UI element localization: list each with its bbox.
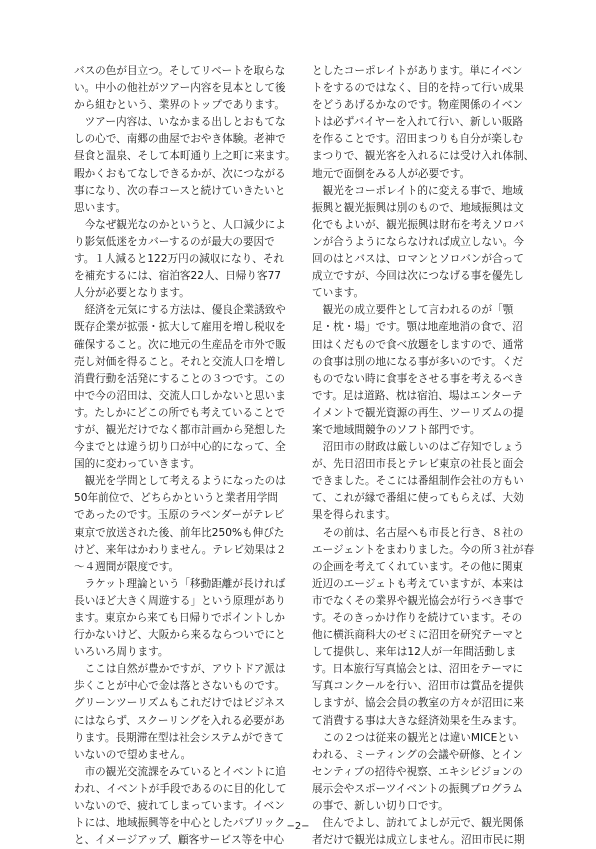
text-line: 市でなくその業界や観光協会が行うべき事で [312, 594, 524, 607]
text-line: ツアー内容は、いなかまる出しとおもてな [74, 116, 286, 129]
text-line: り影気低迷をカバーするのが最大の要因で [74, 235, 275, 248]
text-line: 他に横浜商科大のゼミに沼田を研究テーマと [312, 629, 524, 642]
text-line: 足・枕・場」です。顎は地産地消の食で、沼 [312, 321, 523, 334]
text-line: ラケット理論という「移動距離が長ければ [74, 577, 286, 590]
text-line: 50年前位で、どちらかというと業者用学問 [74, 492, 278, 505]
text-line: であったのです。玉原のラベンダーがテレビ [74, 509, 285, 522]
right-column [312, 63, 536, 849]
page-number: −2− [286, 821, 310, 832]
text-line: 観光を学問として考えるようになったのは [74, 475, 286, 488]
text-line: 観光をコーポレイト的に変える事で、地域 [312, 184, 524, 197]
text-line: センティブの招待や視察、エキシビジョンの [312, 765, 523, 778]
text-line: 行かないけど、大阪から来るならついでにと [74, 629, 286, 642]
text-line: 今なぜ観光なのかというと、人口減少によ [74, 218, 286, 231]
text-line: トには、地域振興等を中心としたパブリック [74, 817, 286, 830]
text-line: ～４週間が限度です。 [74, 560, 180, 573]
text-line: トをするのではなく、目的を持って行い成果 [312, 82, 524, 95]
text-line: が、先日沼田市長とテレビ東京の社長と面会 [312, 458, 524, 471]
text-line: 長いほど大きく周遊する」という原理があり [74, 594, 286, 607]
text-line: 振興と観光振興は別のもので、地域振興は文 [312, 201, 524, 214]
text-line: 案で地域間競争のソフト部門です。 [312, 423, 481, 436]
text-line: 暇かくおもてなしできるかが、次につながる [74, 167, 286, 180]
text-line: できました。そこには番組制作会社の方もい [312, 475, 524, 488]
text-line: 売し対価を得ること。それと交流人口を増し [74, 355, 286, 368]
text-line: 展示会やスポーツイベントの振興プログラム [312, 782, 523, 795]
text-line: としたコーポレイトがあります。単にイベン [312, 65, 523, 77]
text-line: を補充するには、宿泊客22人、日帰り客77 [74, 270, 282, 283]
text-line: にはならず、スクーリングを入れる必要があ [74, 714, 285, 727]
text-line: 事になり、次の春コースと続けていきたいと [74, 184, 286, 197]
text-line: 果を得られます。 [312, 509, 396, 522]
left-column [74, 63, 298, 849]
text-line: 既存企業が拡張・拡大して雇用を増し税収を [74, 321, 286, 334]
text-line: ンが合うようにならなければ成立しない。今 [312, 235, 524, 248]
text-line: て消費する事は大きな経済効果を生みます。 [312, 714, 524, 727]
text-line: 田はくだもので食べ放題をしますので、通常 [312, 338, 524, 351]
text-line: ります。長期滞在型は社会システムができて [74, 731, 284, 744]
text-line: 今までとは違う切り口が中心的になって、全 [74, 441, 286, 454]
text-line: われ、イベントが手段であるのに目的化して [74, 782, 287, 795]
text-line: と、イメージアップ、顧客サービス等を中心 [74, 834, 284, 847]
text-line: ます。東京から来ても日帰りでポイントしか [74, 612, 286, 624]
text-line: を作ることです。沼田まつりも自分が楽しむ [312, 133, 524, 146]
text-line: いないので、疲れてしまっています。イベン [74, 800, 285, 813]
text-line: から組むという、業界のトップであります。 [74, 99, 286, 112]
text-line: 住んでよし、訪れてよしが元で、観光関係 [312, 817, 524, 830]
text-line: 沼田市の財政は厳しいのはご存知でしょう [312, 441, 524, 454]
text-line: 経済を元気にする方法は、優良企業誘致や [74, 304, 286, 317]
text-line: 思います。 [74, 201, 127, 214]
text-line: その前は、名古屋へも市長と行き、８社の [312, 526, 524, 539]
text-line: 成立ですが、今回は次につなげる事を優先し [312, 270, 524, 283]
text-line: 観光の成立要件として言われるのが「顎 [312, 304, 514, 317]
text-line: す。そのきっかけ作りを続けています。その [312, 612, 523, 624]
text-line: て、これが縁で番組に使ってもらえば、大効 [312, 492, 524, 505]
text-line: して提供し、来年は12人が一年間活動しま [312, 646, 517, 659]
text-line: まつりで、観光客を入れるには受け入れ体制、 [312, 150, 535, 163]
text-line: の事で、新しい切り口です。 [312, 800, 449, 813]
text-line: しの心で、南郷の曲屋でおやき体験。老神で [74, 133, 286, 146]
text-line: 回のはとバスは、ロマンとソロバンが合って [312, 253, 524, 266]
text-line: 国的に変わっていきます。 [74, 458, 201, 471]
text-line: 人分が必要となります。 [74, 287, 190, 300]
text-line: 確保すること。次に地元の生産品を市外で販 [74, 338, 286, 351]
text-line: ています。 [312, 287, 365, 300]
text-line: 歩くことが中心で金は落とさないものです。 [74, 680, 286, 693]
text-line: いろいろ周ります。 [74, 646, 169, 659]
text-line: われる、ミーティングの会議や研修、とイン [312, 748, 523, 761]
text-line: 市の観光交流課をみているとイベントに追 [74, 765, 286, 778]
text-line: の食事は別の地になる事が多いのです。くだ [312, 355, 524, 368]
text-line: トは必ずバイヤーを入れて行い、新しい販路 [312, 116, 524, 129]
text-line: 昼食と温泉、そして本町通り上之町に来ます。 [74, 150, 296, 163]
text-line: イメントで観光資源の再生、ツーリズムの提 [312, 406, 524, 419]
text-line: す。日本旅行写真協会とは、沼田をテーマに [312, 663, 524, 676]
text-line: い。中小の他社がツアー内容を見本として後 [74, 82, 286, 95]
text-line: す。たしかにどこの所でも考えていることで [74, 406, 286, 419]
text-line: 中で今の沼田は、交流人口しかないと思いま [74, 389, 286, 402]
text-line: の企画を考えてくれています。その他に関東 [312, 560, 524, 573]
text-line: いないので望めません。 [74, 748, 192, 761]
text-line: をどうあげるかなのです。物産関係のイベン [312, 99, 524, 112]
text-line: です。足は道路、枕は宿泊、場はエンターテ [312, 389, 523, 402]
text-line: 地元で面倒をみる人が必要です。 [312, 167, 471, 180]
text-line: 近辺のエージェトも考えていますが、本来は [312, 577, 524, 590]
text-line: けど、来年はかわりません。テレビ効果は２ [74, 543, 287, 556]
text-line: ものでない時に食事をさせる事を考えるべき [312, 372, 524, 385]
text-line: しますが、協会会員の教室の方々が沼田に来 [312, 697, 524, 710]
text-line: 者だけで観光は成立しません。沼田市民に期 [312, 834, 525, 847]
text-line: この２つは従来の観光とは違いMICEとい [312, 731, 519, 744]
text-line: グリーンツーリズムもこれだけではビジネス [74, 697, 286, 710]
text-line: バスの色が目立つ。そしてリベートを取らな [74, 65, 286, 77]
text-line: ここは自然が豊かですが、アウトドア派は [74, 663, 286, 676]
text-line: 写真コンクールを行い、沼田市は賞品を提供 [312, 680, 524, 693]
text-line: 消費行動を活発にすることの３つです。この [74, 372, 286, 385]
text-line: エージェントをまわりました。今の所３社が春 [312, 543, 535, 556]
text-line: 化でもよいが、観光振興は財布を考えソロバ [312, 218, 524, 231]
text-line: 東京で放送された後、前年比250%も伸びた [74, 526, 285, 539]
text-line: すが、観光だけでなく都市計画から発想した [74, 423, 286, 436]
text-line: す。１人減ると122万円の減収になり、それ [74, 253, 285, 266]
